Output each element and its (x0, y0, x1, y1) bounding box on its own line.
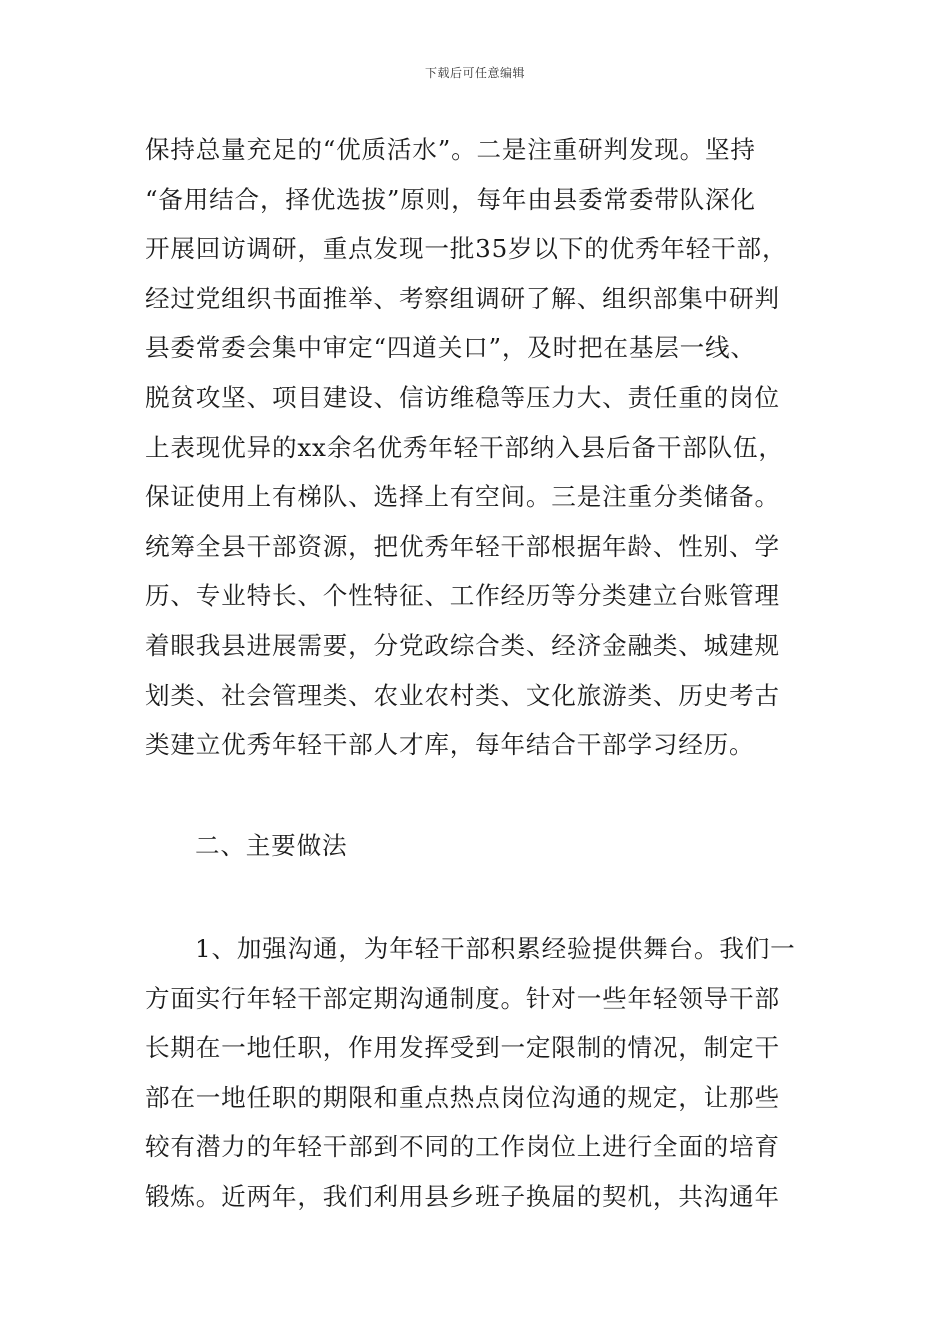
text-line: 长期在一地任职，作用发挥受到一定限制的情况，制定干 (145, 1033, 780, 1063)
text-line: 保持总量充足的“优质活水”。二是注重研判发现。坚持 (145, 135, 756, 164)
text-line: 划类、社会管理类、农业农村类、文化旅游类、历史考古 (145, 680, 780, 710)
header-note: 下载后可任意编辑 (424, 66, 525, 80)
text-line: 统筹全县干部资源，把优秀年轻干部根据年龄、性别、学 (145, 531, 780, 561)
text-line: “备用结合，择优选拔”原则，每年由县委常委带队深化 (145, 184, 756, 214)
text-line: 类建立优秀年轻干部人才库，每年结合干部学习经历。 (145, 730, 755, 760)
text-line: 保证使用上有梯队、选择上有空间。三是注重分类储备。 (145, 482, 780, 512)
text-line: 县委常委会集中审定“四道关口”，及时把在基层一线、 (145, 333, 756, 363)
text-line: 上表现优异的xx余名优秀年轻干部纳入县后备干部队伍， (145, 432, 784, 462)
text-line: 较有潜力的年轻干部到不同的工作岗位上进行全面的培育 (145, 1132, 780, 1162)
text-line-first: 1、加强沟通，为年轻干部积累经验提供舞台。我们一 (195, 934, 796, 963)
text-line: 经过党组织书面推举、考察组调研了解、组织部集中研判 (145, 283, 780, 313)
paragraph-main-approach (145, 924, 807, 1222)
text-line: 开展回访调研，重点发现一批35岁以下的优秀年轻干部， (145, 234, 788, 264)
text-line: 方面实行年轻干部定期沟通制度。针对一些年轻领导干部 (145, 983, 780, 1013)
text-line: 锻炼。近两年，我们利用县乡班子换届的契机，共沟通年 (145, 1181, 780, 1211)
text-line: 历、专业特长、个性特征、工作经历等分类建立台账管理 (145, 581, 780, 611)
text-line: 着眼我县进展需要，分党政综合类、经济金融类、城建规 (145, 630, 780, 660)
text-line: 部在一地任职的期限和重点热点岗位沟通的规定，让那些 (145, 1082, 780, 1112)
section-heading: 二、主要做法 (195, 831, 348, 860)
paragraph-continued (145, 125, 807, 770)
text-line: 脱贫攻坚、项目建设、信访维稳等压力大、责任重的岗位 (145, 382, 780, 412)
